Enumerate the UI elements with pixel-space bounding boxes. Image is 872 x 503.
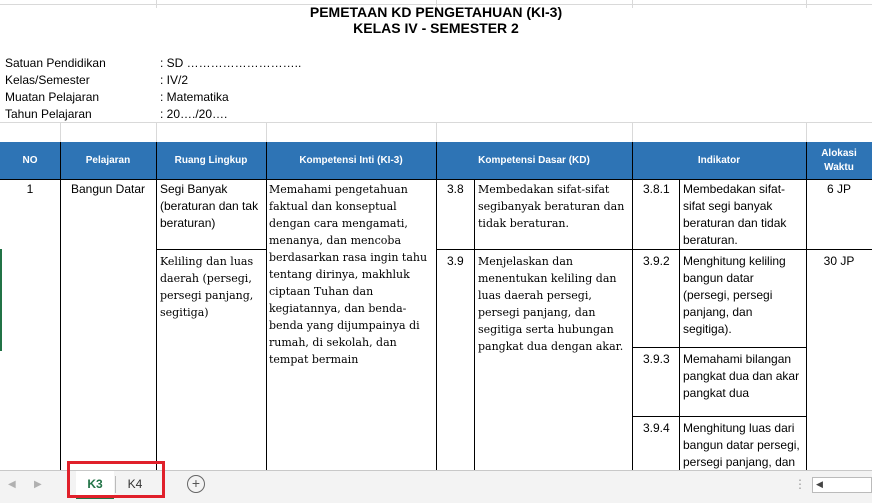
kd-code-cell[interactable]: 3.9: [447, 254, 464, 268]
meta-value: : SD ………………………..: [160, 56, 302, 70]
meta-value: : Matematika: [160, 90, 229, 104]
header-ruang-lingkup[interactable]: Ruang Lingkup: [174, 155, 248, 166]
meta-value: : IV/2: [160, 73, 189, 87]
sheet-tab-k3[interactable]: K3: [76, 471, 114, 499]
row-no[interactable]: 1: [26, 182, 34, 196]
meta-label: Kelas/Semester: [5, 73, 90, 87]
kd-text-cell[interactable]: Membedakan sifat-sifat segibanyak beraturan dan tidak beraturan.: [478, 183, 625, 230]
ruang-lingkup-cell[interactable]: Keliling dan luas daerah (persegi, persegi panjang, segitiga): [160, 255, 254, 319]
ruang-lingkup-cell[interactable]: Segi Banyak (beraturan dan tak beraturan): [160, 182, 259, 230]
horizontal-scrollbar[interactable]: [812, 477, 872, 493]
indikator-text-cell[interactable]: Memahami bilangan pangkat dua dan akar pangkat dua: [683, 352, 800, 400]
header-alokasi-waktu[interactable]: Alokasi Waktu: [821, 148, 857, 173]
tab-highlight-box: [67, 461, 165, 498]
sheet-nav-prev-icon[interactable]: ◀: [8, 479, 16, 490]
header-kompetensi-dasar[interactable]: Kompetensi Dasar (KD): [478, 155, 590, 166]
indikator-code-cell[interactable]: 3.8.1: [643, 182, 670, 196]
meta-value: : 20…./20….: [160, 107, 228, 121]
page-subtitle: KELAS IV - SEMESTER 2: [353, 20, 519, 36]
meta-label: Satuan Pendidikan: [5, 56, 106, 70]
sheet-nav-next-icon[interactable]: ▶: [34, 479, 42, 490]
indikator-code-cell[interactable]: 3.9.2: [643, 254, 670, 268]
indikator-text-cell[interactable]: Menghitung keliling bangun datar (persegi, persegi panjang, dan segitiga).: [683, 254, 786, 336]
meta-label: Tahun Pelajaran: [5, 107, 92, 121]
alokasi-cell[interactable]: 6 JP: [826, 182, 851, 196]
kd-text-cell[interactable]: Menjelaskan dan menentukan keliling dan luas daerah persegi, persegi panjang, dan segitiga serta hubungan pangkat dua dengan akar.: [478, 255, 624, 353]
indikator-code-cell[interactable]: 3.9.4: [643, 421, 670, 435]
row-pelajaran[interactable]: Bangun Datar: [70, 182, 146, 196]
header-kompetensi-inti[interactable]: Kompetensi Inti (KI-3): [299, 155, 403, 166]
add-sheet-icon[interactable]: +: [187, 475, 205, 493]
scroll-left-icon[interactable]: ◀: [816, 479, 823, 489]
indikator-text-cell[interactable]: Menghitung luas dari bangun datar persegi, persegi panjang, dan: [683, 421, 800, 469]
header-no[interactable]: NO: [22, 155, 38, 166]
page-title: PEMETAAN KD PENGETAHUAN (KI-3): [309, 4, 563, 20]
indikator-text-cell[interactable]: Membedakan sifat-sifat segi banyak beraturan dan tidak beraturan.: [683, 182, 787, 247]
more-options-icon[interactable]: ⋮: [794, 477, 806, 491]
row-selection-indicator: [0, 249, 2, 351]
alokasi-cell[interactable]: 30 JP: [823, 254, 855, 268]
sheet-tab-k4[interactable]: K4: [127, 477, 143, 491]
meta-label: Muatan Pelajaran: [5, 90, 100, 104]
indikator-code-cell[interactable]: 3.9.3: [643, 352, 670, 366]
header-indikator[interactable]: Indikator: [697, 155, 741, 166]
header-pelajaran[interactable]: Pelajaran: [85, 155, 131, 166]
kd-code-cell[interactable]: 3.8: [447, 182, 464, 196]
kompetensi-inti-cell[interactable]: Memahami pengetahuan faktual dan konseptual dengan cara mengamati, menanya, dan mencoba berdasarkan rasa ingin tahu tentang dirinya, makhluk ciptaan Tuhan dan kegiatannya, dan benda-benda yang dijumpainya di rumah, di sekolah, dan tempat bermain: [269, 183, 428, 366]
